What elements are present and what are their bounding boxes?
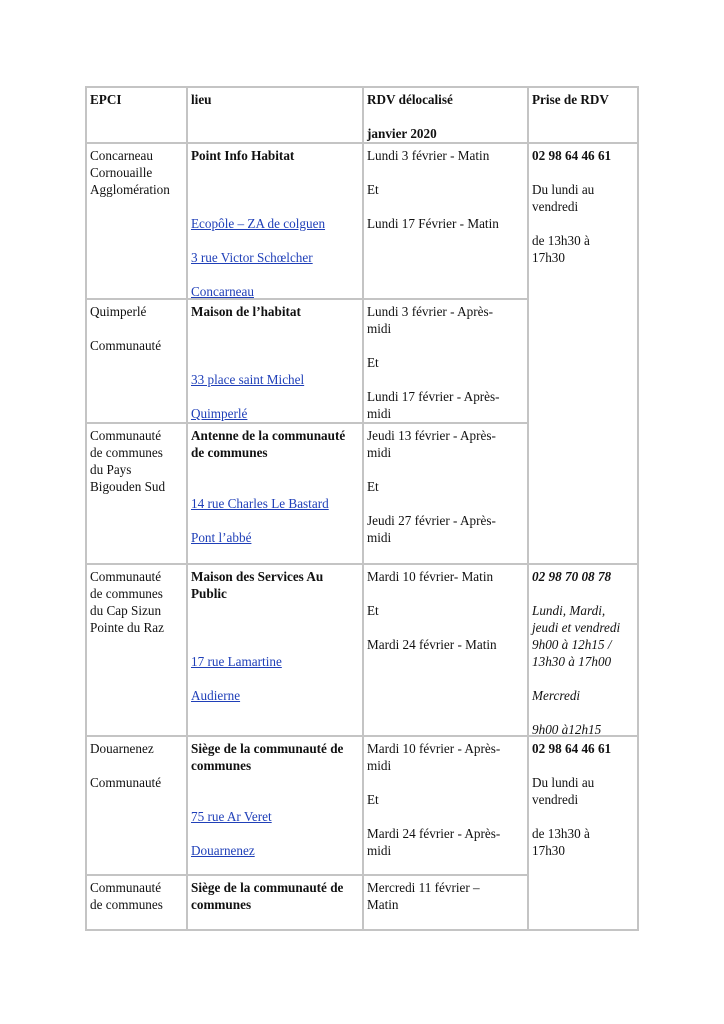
city-link[interactable]: Pont l’abbé [191, 530, 252, 545]
address-link[interactable]: Ecopôle – ZA de colguen [191, 216, 326, 231]
header-rdv: RDV délocalisé janvier 2020 [367, 92, 453, 141]
phone-number: 02 98 64 46 61 [532, 741, 612, 756]
prise-rdv-cell: 02 98 64 46 61 Du lundi au vendredi de 13h30 à 17h30 [532, 741, 612, 858]
phone-number: 02 98 70 08 78 [532, 569, 612, 584]
prise-rdv-cell: 02 98 64 46 61 Du lundi au vendredi de 13h30 à 17h30 [532, 148, 612, 265]
city-link[interactable]: Audierne [191, 688, 241, 703]
address-link[interactable]: 33 place saint Michel [191, 372, 305, 387]
address-link[interactable]: 75 rue Ar Veret [191, 809, 272, 824]
table-row-lieu: Maison des Services Au Public 17 rue Lamartine Audierne [191, 569, 324, 703]
table-row-rdv: Jeudi 13 février - Après- midi Et Jeudi 27 février - Après- midi [367, 428, 496, 545]
city-link[interactable]: Concarneau [191, 284, 254, 299]
table-row-rdv: Mardi 10 février - Après- midi Et Mardi 24 février - Après- midi [367, 741, 501, 858]
table-row-lieu: Point Info Habitat Ecopôle – ZA de colguen 3 rue Victor Schœlcher Concarneau [191, 148, 326, 299]
city-link[interactable]: Quimperlé [191, 406, 248, 421]
table-row-epci: Concarneau Cornouaille Agglomération [90, 148, 170, 197]
table-row-epci: Communauté de communes du Cap Sizun Pointe du Raz [90, 569, 164, 635]
table-row-lieu: Siège de la communauté de communes [191, 880, 344, 912]
table-row-rdv: Mardi 10 février- Matin Et Mardi 24 février - Matin [367, 569, 497, 652]
address-link[interactable]: 17 rue Lamartine [191, 654, 282, 669]
table-row-lieu: Siège de la communauté de communes 75 rue Ar Veret Douarnenez [191, 741, 344, 858]
city-link[interactable]: Douarnenez [191, 843, 255, 858]
prise-rdv-cell: 02 98 70 08 78 Lundi, Mardi, jeudi et vendredi 9h00 à 12h15 / 13h30 à 17h00 Mercredi 9h00 à12h15 [532, 569, 621, 737]
table-row-rdv: Lundi 3 février - Après- midi Et Lundi 17 février - Après- midi [367, 304, 500, 421]
address-link[interactable]: 14 rue Charles Le Bastard [191, 496, 329, 511]
table-row-lieu: Antenne de la communauté de communes 14 rue Charles Le Bastard Pont l’abbé [191, 428, 346, 545]
table-row-rdv: Mercredi 11 février – Matin [367, 880, 480, 912]
phone-number: 02 98 64 46 61 [532, 148, 612, 163]
table-row-epci: Communauté de communes du Pays Bigouden Sud [90, 428, 166, 494]
table-row-rdv: Lundi 3 février - Matin Et Lundi 17 Février - Matin [367, 148, 499, 231]
table-row-epci: Douarnenez Communauté [90, 741, 162, 790]
address-link[interactable]: 3 rue Victor Schœlcher [191, 250, 313, 265]
header-epci: EPCI [90, 92, 122, 107]
header-lieu: lieu [191, 92, 212, 107]
table-row-lieu: Maison de l’habitat 33 place saint Michel Quimperlé [191, 304, 305, 421]
table-row-epci: Communauté de communes [90, 880, 163, 912]
header-prise-rdv: Prise de RDV [532, 92, 609, 107]
table-row-epci: Quimperlé Communauté [90, 304, 162, 353]
